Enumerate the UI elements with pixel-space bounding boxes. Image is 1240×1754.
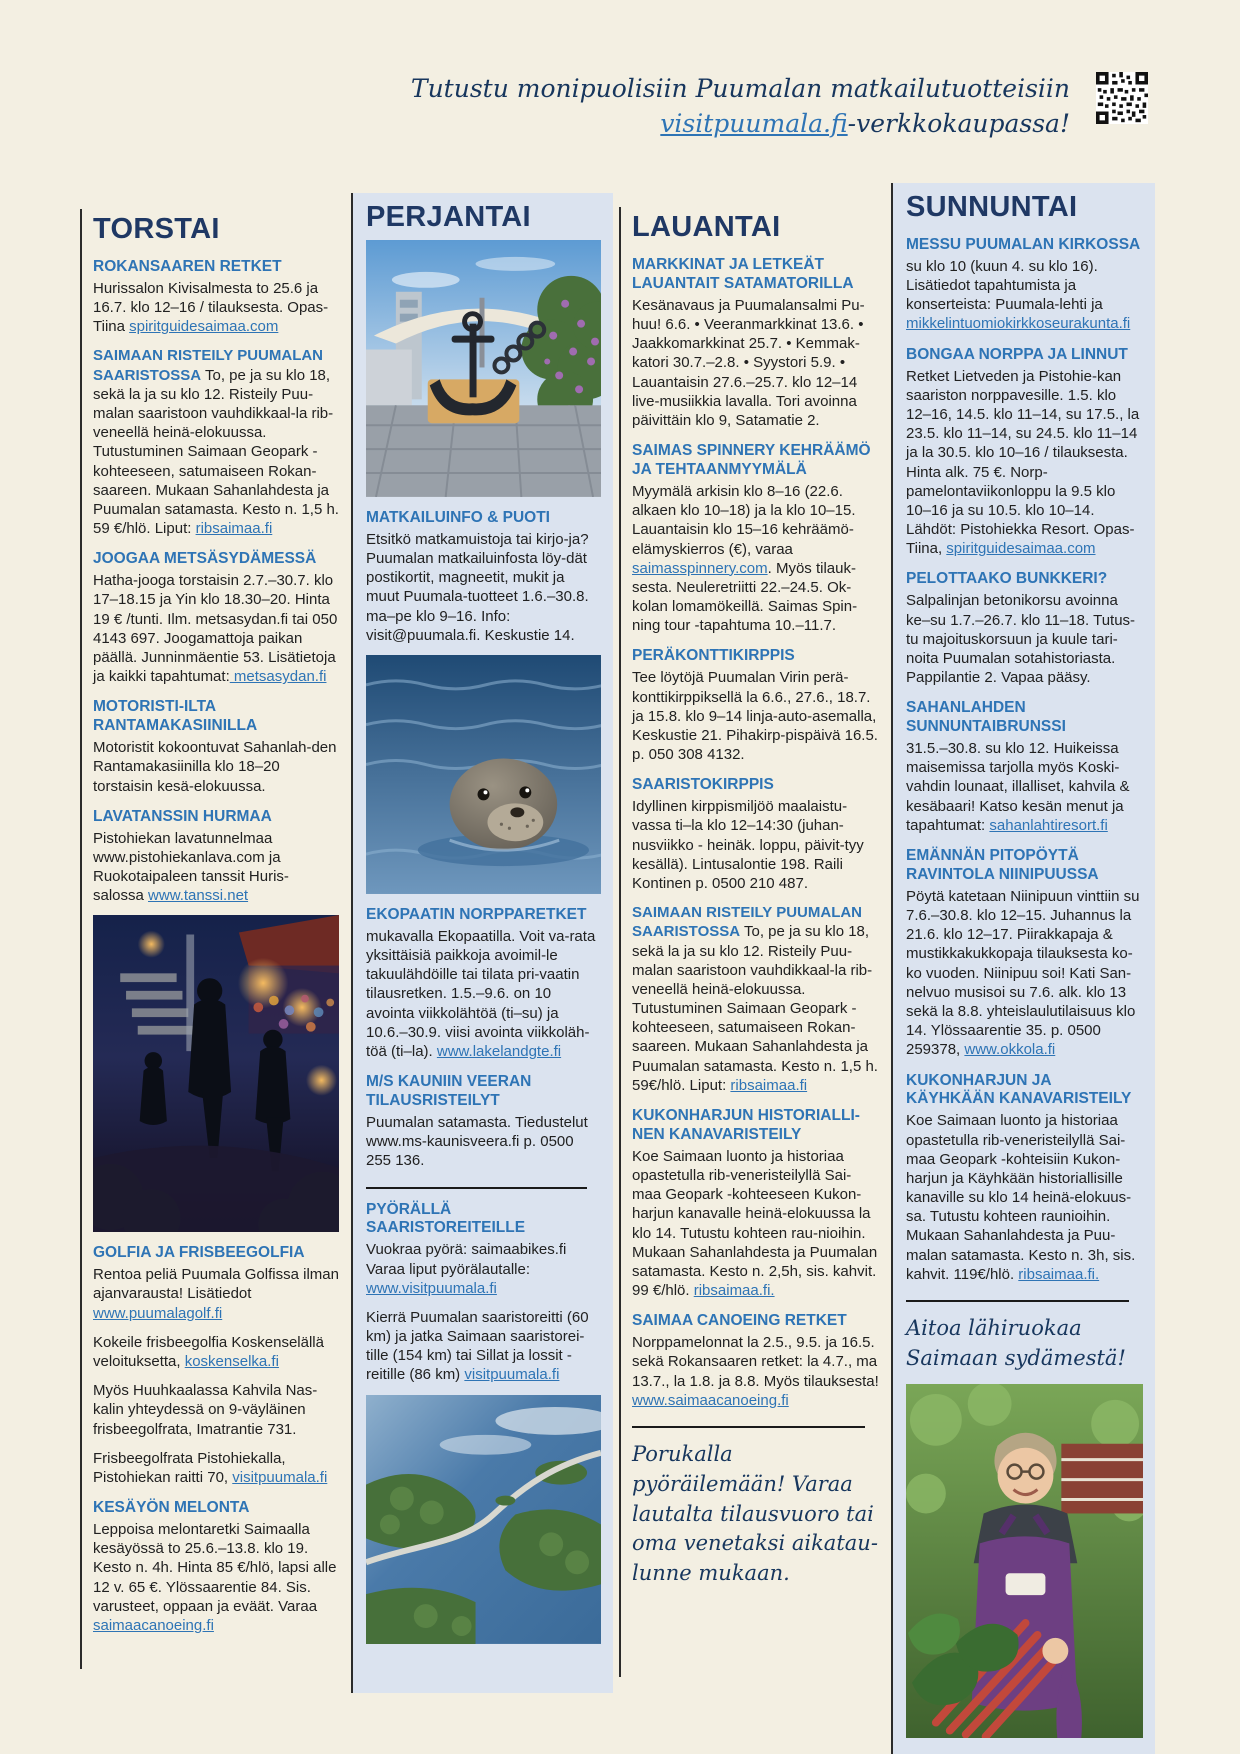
inline-link[interactable]: www.tanssi.net	[148, 887, 249, 905]
inline-link[interactable]: spiritguidesaimaa.com	[129, 318, 279, 336]
text-run: Idyllinen kirppismiljöö maalaistu-vassa ti–la klo 12–14:30 (juhan-nusviikko - heinäk. loppu, päivit-tyy kesällä). Lintusalontie 198. Raili Kontinen p. 0500 210 487.	[632, 798, 864, 892]
section-body	[632, 668, 879, 764]
inline-link[interactable]: visitpuumala.fi	[464, 1366, 560, 1384]
event-saaristokirppis	[632, 776, 879, 893]
cycling-quote: Porukalla pyöräilemään! Varaa lautalta tilausvuoro tai oma venetaksi aikatau-lunne mukaan.	[632, 1441, 878, 1586]
section-body	[93, 829, 339, 906]
section-body	[93, 346, 339, 538]
section-heading: MOTORISTI-ILTA RANTAMAKASIINILLA	[93, 698, 258, 735]
event-markkinat-satamatorilla	[632, 256, 879, 430]
inline-link[interactable]: saimasspinnery.com	[632, 559, 768, 577]
event-joogaa-metsasydamessa	[93, 550, 339, 686]
text-run: Retket Lietveden ja Pistohie-kan saariston norppavesille. 1.5. klo 12–16, 14.5. klo 11–14, su 17.5., la 23.5. klo 11–14, su 24.5. klo 11–14 ja la 30.5. klo 10–16 / tilauksesta. Hinta alk. 75 €. Norp-pamelontaviikonloppu la 9.5 klo 10–16 ja su 10.5. klo 10–14. Lähdöt: Pistohiekka Resort. Opas-Tiina,	[906, 367, 1140, 558]
section-body	[93, 1265, 339, 1323]
inline-link[interactable]: www.saimaacanoeing.fi	[632, 1391, 789, 1409]
event-golfia-ja-frisbeegolfia	[93, 1244, 339, 1487]
text-run: Pöytä katetaan Niinipuun vinttiin su 7.6.–30.8. klo 12–15. Juhannus la 21.6. klo 12–17. Piirakkapaja & mustikkakukkopaja tilauksesta ko-ko vuoden. Niinipuu soi! Kati San-nelvuo musisoi su 7.6. alk. klo 13 sekä la 8.8. yhteislaulutilaisuus klo 14. Ylössaarentie 35. p. 0500 259378,	[906, 887, 1140, 1059]
section-heading: SAARISTOKIRPPIS	[632, 776, 774, 794]
section-body	[906, 367, 1143, 559]
saimaa-ringed-seal-photo	[366, 655, 601, 894]
night-dance-pavilion-photo	[93, 915, 339, 1232]
inline-link[interactable]: www.okkola.fi	[964, 1041, 1056, 1059]
inline-link[interactable]: metsasydan.fi	[229, 668, 327, 686]
section-heading: GOLFIA JA FRISBEEGOLFIA	[93, 1244, 305, 1262]
event-matkailuinfo-puoti	[366, 509, 601, 645]
text-run: su klo 10 (kuun 4. su klo 16). Lisätiedot tapahtumista ja konserteista: Puumala-lehti ja	[906, 257, 1103, 314]
event-kukonharjun-kanavaristeily	[632, 1107, 879, 1300]
event-motoristi-ilta	[93, 698, 339, 795]
header-line2-rest: -verkkokaupassa!	[847, 108, 1070, 138]
local-food-quote: Aitoa lähiruokaa Saimaan sydämestä!	[906, 1316, 1126, 1370]
text-run: Leppoisa melontaretki Saimaalla kesäyössä to 25.6.–13.8. klo 19. Kesto n. 4h. Hinta 85 €/hlö, lapsi alle 12 v. 65 €. Ylössaarentie 84. Sis. varusteet, oppaan ja eväät. Varaa	[93, 1521, 337, 1615]
text-run: Koe Saimaan luonto ja historiaa opastetulla rib-veneristeilyllä Sai-maa Geopark -kohteeseen Kukon-harjun kanavalle heinä-elokuussa la klo 14. Tutustu kohteen rau-nioihin. Mukaan Sahanlahdesta ja Puumalan satamasta. Kesto n. 2,5h, sis. kahvit. 99 €/hlö.	[632, 1147, 878, 1300]
header-line2	[411, 107, 1070, 142]
section-heading: KUKONHARJUN HISTORIALLI-NEN KANAVARISTEILY	[632, 1107, 860, 1143]
text-run: Pistohiekan lavatunnelmaa www.pistohiekanlava.com ja Ruokotaipaleen tanssit Huris-salossa	[93, 829, 289, 905]
inline-link[interactable]: www.visitpuumala.fi	[366, 1279, 497, 1297]
column-sunnuntai	[891, 183, 1155, 1754]
section-heading: KUKONHARJUN JA KÄYHKÄÄN KANAVARISTEILY	[906, 1071, 1132, 1108]
section-body	[632, 296, 879, 430]
text-run: SAIMAAN RISTEILY PUUMALAN SAARISTOSSA	[93, 347, 324, 384]
text-run: Hatha-jooga torstaisin 2.7.–30.7. klo 17–18.15 ja Yin klo 18.30–20. Hinta 19 € /tunti. Ilm. metsasydan.fi tai 050 4143 697. Joogamattoja paikan päällä. Junninmäentie 53. Lisätietoja ja kaikki tapahtumat:	[93, 572, 338, 686]
inline-link[interactable]: ribsaimaa.fi	[730, 1076, 808, 1094]
section-body	[906, 257, 1143, 334]
event-saimas-spinnery	[632, 442, 879, 635]
text-run: Rentoa peliä Puumala Golfissa ilman ajanvarausta! Lisätiedot	[93, 1266, 339, 1303]
section-heading: PYÖRÄLLÄ SAARISTOREITEILLE	[366, 1200, 526, 1237]
text-run: 31.5.–30.8. su klo 12. Huikeissa maisemissa tarjolla myös Koski-vahdin lounaat, illalliset, kahvila & kesäbaari! Katso kesän menut ja tapahtumat:	[906, 740, 1130, 834]
text-run: Etsitkö matkamuistoja tai kirjo-ja? Puumalan matkailuinfosta löy-dät postikortit, magneetit, mukit ja muut Puumala-tuotteet 1.6.–30.8. ma–pe klo 9–16. Info: visit@puumala.fi. Keskustie 14.	[366, 530, 589, 644]
section-heading: LAVATANSSIN HURMAA	[93, 807, 272, 825]
section-body	[366, 1308, 601, 1385]
column-lauantai	[619, 207, 885, 1677]
section-body	[93, 1449, 339, 1487]
text-run: Myös Huuhkaalassa Kahvila Nas-kalin yhteydessä on 9-väyläinen frisbeegolfrata, Imatrantie 731.	[93, 1382, 318, 1438]
event-kesayon-melonta	[93, 1499, 339, 1635]
section-body	[632, 903, 879, 1095]
event-emannan-pitopoyta	[906, 847, 1143, 1060]
page-header	[0, 72, 1148, 141]
harbor-anchor-photo	[366, 240, 601, 497]
section-heading: EMÄNNÄN PITOPÖYTÄ RAVINTOLA NIINIPUUSSA	[906, 847, 1099, 883]
inline-link[interactable]: mikkelintuomiokirkkoseurakunta.fi	[906, 315, 1131, 333]
inline-link[interactable]: ribsaimaa.fi.	[1018, 1265, 1100, 1283]
day-title-sunnuntai: SUNNUNTAI	[906, 191, 1078, 223]
section-heading: BONGAA NORPPA JA LINNUT	[906, 345, 1128, 363]
section-heading: EKOPAATIN NORPPARETKET	[366, 905, 587, 923]
text-run: . Myös tilauk-sesta. Neuleretriitti 22.–24.5. Ok-kolan lomamökeillä. Saimas Spin-ning tour -tapahtuma 10.–11.7.	[632, 559, 858, 635]
section-heading: SAIMAA CANOEING RETKET	[632, 1312, 847, 1330]
divider	[366, 1187, 587, 1189]
section-heading: SAIMAS SPINNERY KEHRÄÄMÖ JA TEHTAANMYYMÄLÄ	[632, 442, 871, 479]
section-heading: PERÄKONTTIKIRPPIS	[632, 647, 795, 665]
section-heading: SAHANLAHDEN SUNNUNTAIBRUNSSI	[906, 699, 1066, 736]
inline-link[interactable]: saimaacanoeing.fi	[93, 1617, 214, 1634]
day-columns	[80, 183, 1155, 1754]
section-heading: MESSU PUUMALAN KIRKOSSA	[906, 236, 1141, 253]
text-run: To, pe ja su klo 18, sekä la ja su klo 12. Risteily Puu-malan saaristoon vauhdikkaal-la rib-veneellä heinä-elokuussa. Tutustuminen Saimaan Geopark -kohteeseen, satumaiseen Rokan-saareen. Mukaan Sahanlahdesta ja Puumalan satamasta. Kesto n. 1,5 h. 59 €/hlö. Liput:	[93, 366, 339, 538]
section-body	[93, 1520, 339, 1635]
event-kukonharjun-ja-kayhkaan	[906, 1072, 1143, 1285]
text-run: Kesänavaus ja Puumalansalmi Pu-huu! 6.6. • Veeranmarkkinat 13.6. • Jaakkomarkkinat 25.7. • Kemmak-katori 30.7.–2.8. • Syystori 5.9. • Lauantaisin 27.6.–25.7. klo 12–14 live-musiikkia lavalla. Tori avoinna päivittäin klo 9, Satamatie 2.	[632, 296, 865, 429]
column-torstai	[80, 209, 345, 1669]
archipelago-aerial-photo	[366, 1395, 601, 1644]
text-run: Kokeile frisbeegolfia Koskenselällä veloituksetta,	[93, 1333, 324, 1371]
section-body	[632, 1147, 879, 1301]
section-heading: M/S KAUNIIN VEERAN TILAUSRISTEILYT	[366, 1073, 532, 1110]
event-messu-puumalan-kirkossa	[906, 236, 1143, 334]
text-run: Myymälä arkisin klo 8–16 (22.6. alkaen klo 10–18) ja la klo 10–15. Lauantaisin klo 15–16 kehräämö-elämyskierros (€), varaa	[632, 482, 856, 558]
section-body	[906, 1111, 1143, 1284]
event-saimaan-risteily	[93, 346, 339, 538]
header-text	[411, 72, 1070, 141]
section-body	[632, 1333, 879, 1410]
inline-link[interactable]: spiritguidesaimaa.com	[946, 540, 1096, 558]
text-run: Norppamelonnat la 2.5., 9.5. ja 16.5. sekä Rokansaaren retket: la 4.7., ma 13.7., la 1.8. ja 8.8. Myös tilauksesta!	[632, 1334, 879, 1390]
text-run: Motoristit kokoontuvat Sahanlah-den Rantamakasiinilla klo 18–20 torstaisin kesä-elokuussa.	[93, 739, 337, 795]
event-perakonttikirppis	[632, 647, 879, 764]
section-body	[632, 797, 879, 893]
inline-link[interactable]: ribsaimaa.fi	[195, 520, 273, 538]
section-body	[93, 279, 339, 337]
qr-code-icon	[1096, 72, 1148, 124]
cook-with-rhubarb-photo	[906, 1384, 1143, 1739]
section-body	[906, 739, 1143, 835]
section-body	[366, 1113, 601, 1171]
event-pyoralla-saaristoreiteille	[366, 1201, 601, 1385]
text-run: Kierrä Puumalan saaristoreitti (60 km) ja jatka Saimaan saaristorei-tille (154 km) tai Sillat ja lossit -reitille (86 km)	[366, 1308, 589, 1384]
section-body	[366, 530, 601, 645]
section-body	[93, 738, 339, 796]
column-perjantai	[351, 193, 613, 1693]
section-heading: JOOGAA METSÄSYDÄMESSÄ	[93, 550, 317, 568]
header-line1: Tutustu monipuolisiin Puumalan matkailutuotteisiin	[410, 74, 1070, 103]
event-saimaan-risteily-la	[632, 903, 879, 1095]
text-run: Puumalan satamasta. Tiedustelut www.ms-kaunisveera.fi p. 0500 255 136.	[366, 1113, 588, 1170]
inline-link[interactable]: sahanlahtiresort.fi	[989, 816, 1108, 834]
inline-link[interactable]: visitpuumala.fi	[232, 1468, 328, 1486]
section-body	[93, 1333, 339, 1371]
text-run: Tee löytöjä Puumalan Virin perä-konttikirppiksellä la 6.6., 27.6., 18.7. ja 15.8. klo 9–14 linja-auto-asemalla, Keskustie 21. Pihakirp-pispäivä 16.5. p. 050 308 4132.	[632, 669, 878, 764]
section-body	[632, 482, 879, 636]
day-title-torstai: TORSTAI	[93, 213, 220, 245]
section-heading: PELOTTAAKO BUNKKERI?	[906, 570, 1108, 588]
event-ms-kauniin-veeran	[366, 1073, 601, 1170]
divider	[906, 1300, 1129, 1302]
text-run: To, pe ja su klo 18, sekä la ja su klo 12. Risteily Puu-malan saaristoon vauhdikkaal-la rib-veneellä heinä-elokuussa. Tutustuminen Saimaan Geopark -kohteeseen, satumaiseen Rokan-saareen. Mukaan Sahanlahdesta ja Puumalan satamasta. Kesto n. 1,5 h. 59€/hlö. Liput:	[632, 923, 878, 1094]
section-heading: KESÄYÖN MELONTA	[93, 1499, 250, 1517]
inline-link[interactable]: koskenselka.fi	[184, 1353, 279, 1371]
inline-link[interactable]: www.puumalagolf.fi	[93, 1304, 223, 1322]
event-pelottaako-bunkkeri	[906, 570, 1143, 687]
event-sahanlahden-brunssi	[906, 699, 1143, 835]
section-body	[906, 887, 1143, 1060]
inline-link[interactable]: www.lakelandgte.fi	[436, 1042, 562, 1060]
event-bongaa-norppa-ja-linnut	[906, 346, 1143, 559]
section-body	[93, 1381, 339, 1439]
day-title-lauantai: LAUANTAI	[632, 211, 781, 243]
section-heading: MARKKINAT JA LETKEÄT LAUANTAIT SATAMATORILLA	[632, 256, 854, 292]
divider	[632, 1426, 865, 1428]
event-saimaa-canoeing-retket	[632, 1312, 879, 1410]
text-run: SAIMAAN RISTEILY PUUMALAN SAARISTOSSA	[632, 904, 863, 941]
text-run: Hurissalon Kivisalmesta to 25.6 ja 16.7. klo 12–16 / tilauksesta. Opas-Tiina	[93, 279, 329, 336]
section-body	[93, 571, 339, 686]
text-run: Frisbeegolfrata Pistohiekalla, Pistohiekan raitti 70,	[93, 1449, 286, 1486]
event-rokansaaren-retket	[93, 258, 339, 336]
section-heading: ROKANSAAREN RETKET	[93, 258, 282, 275]
section-body	[366, 927, 601, 1061]
section-heading: MATKAILUINFO & PUOTI	[366, 508, 550, 526]
day-title-perjantai: PERJANTAI	[366, 201, 531, 233]
section-body	[366, 1240, 601, 1298]
text-run: Salpalinjan betonikorsu avoinna ke–su 1.7.–26.7. klo 11–18. Tutus-tu majoituskorsuun ja kuule tari-noita Puumalan sotahistoriasta. Pappilantie 2. Vapaa pääsy.	[906, 592, 1136, 687]
text-run: mukavalla Ekopaatilla. Voit va-rata yksittäisiä paikkoja avoimil-le takuulähdöille tai tilata pri-vaatin tilausretken. 1.5.–9.6. on 10 avointa viikkolähtöä (ti–su) ja 10.6.–30.9. viisi avointa viikkoläh-töä (ti–la).	[366, 927, 596, 1060]
text-run: Vuokraa pyörä: saimaabikes.fi Varaa liput pyörälautalle:	[366, 1241, 567, 1278]
event-lavatanssin-hurmaa	[93, 808, 339, 906]
section-body	[906, 591, 1143, 687]
visitpuumala-link[interactable]: visitpuumala.fi	[660, 108, 848, 138]
inline-link[interactable]: ribsaimaa.fi.	[693, 1282, 775, 1300]
text-run: Koe Saimaan luonto ja historiaa opastetulla rib-veneristeilyllä Sai-maa Geopark -kohteisiin Kukon-harjun ja Käyhkään historiallisille kanaville su klo 14 heinä-elokuus-sa. Tutustu kohteen raunioihin. Mukaan Sahanlahdesta ja Puu-malan satamasta. Kesto n. 3h, sis. kahvit. 119€/hlö.	[906, 1112, 1136, 1283]
event-ekopaatin-norpparetket	[366, 906, 601, 1061]
